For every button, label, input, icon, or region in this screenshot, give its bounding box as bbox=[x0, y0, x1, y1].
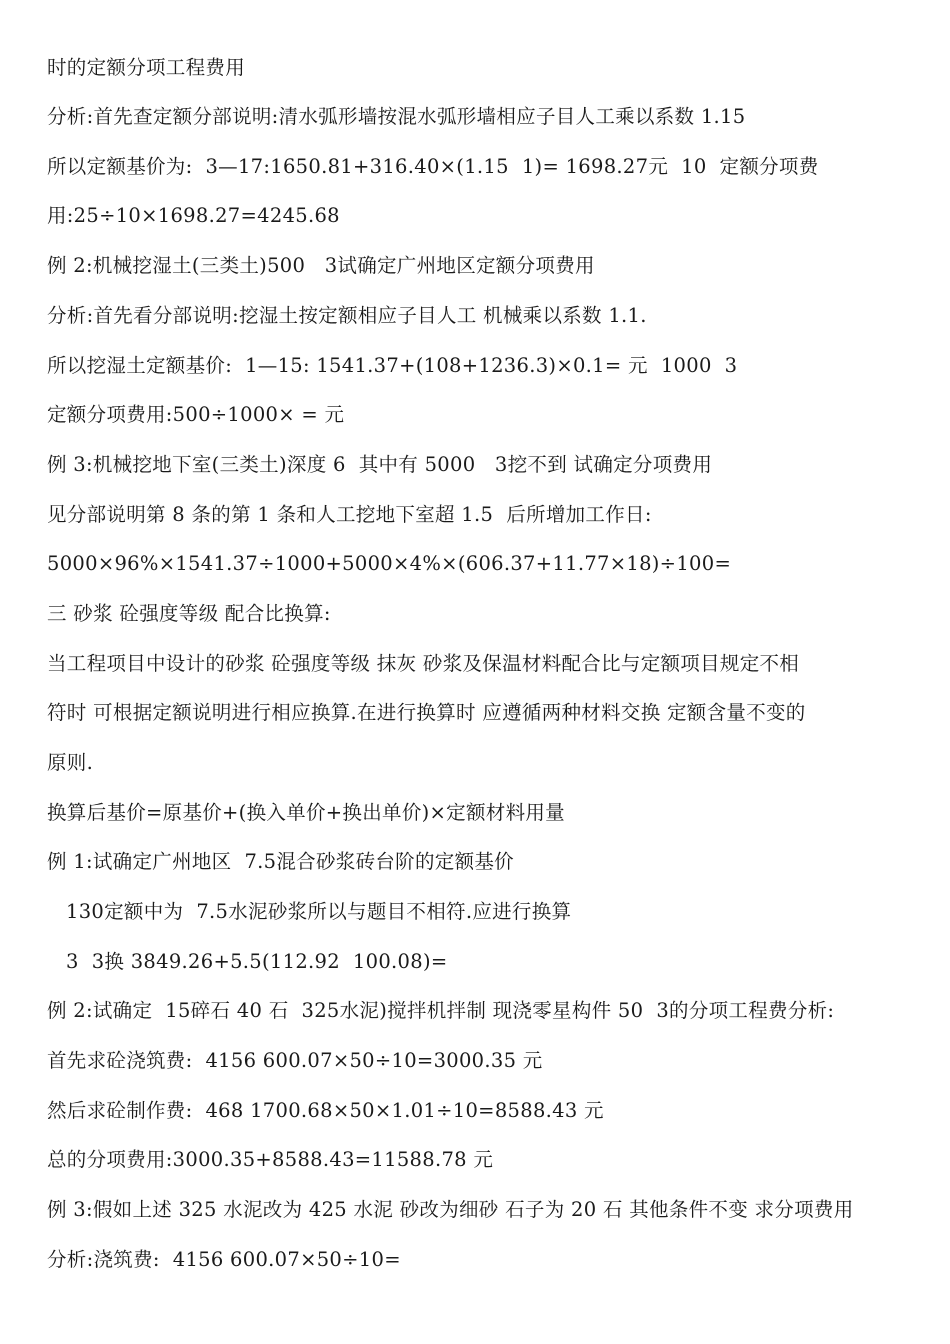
text-line: 见分部说明第 8 条的第 1 条和人工挖地下室超 1.5 后所增加工作日: bbox=[47, 503, 652, 526]
text-line: 总的分项费用:3000.35+8588.43=11588.78 元 bbox=[47, 1148, 494, 1171]
text-line: 分析:首先查定额分部说明:清水弧形墙按混水弧形墙相应子目人工乘以系数 1.15 bbox=[47, 105, 746, 128]
section-heading: 三 砂浆 砼强度等级 配合比换算: bbox=[47, 602, 331, 625]
text-line: 当工程项目中设计的砂浆 砼强度等级 抹灰 砂浆及保温材料配合比与定额项目规定不相 bbox=[47, 652, 800, 675]
text-line: 首先求砼浇筑费: 4156 600.07×50÷10=3000.35 元 bbox=[47, 1049, 543, 1072]
text-line: 5000×96%×1541.37÷1000+5000×4%×(606.37+11.77×18)÷100= bbox=[47, 552, 732, 575]
text-line: 3 3换 3849.26+5.5(112.92 100.08)= bbox=[66, 950, 448, 973]
text-line: 例 3:假如上述 325 水泥改为 425 水泥 砂改为细砂 石子为 20 石 其他条件不变 求分项费用 bbox=[47, 1198, 854, 1221]
text-line: 定额分项费用:500÷1000× = 元 bbox=[47, 403, 345, 426]
formula-line: 换算后基价=原基价+(换入单价+换出单价)×定额材料用量 bbox=[47, 801, 565, 824]
text-line: 例 2:试确定 15碎石 40 石 325水泥)搅拌机拌制 现浇零星构件 50 3的分项工程费分析: bbox=[47, 999, 835, 1022]
text-line: 例 2:机械挖湿土(三类土)500 3试确定广州地区定额分项费用 bbox=[47, 254, 595, 277]
text-line: 然后求砼制作费: 468 1700.68×50×1.01÷10=8588.43 元 bbox=[47, 1099, 604, 1122]
text-line: 原则. bbox=[47, 751, 94, 774]
text-line: 130定额中为 7.5水泥砂浆所以与题目不相符.应进行换算 bbox=[66, 900, 572, 923]
text-line: 所以挖湿土定额基价: 1—15: 1541.37+(108+1236.3)×0.1= 元 1000 3 bbox=[47, 354, 738, 377]
text-line: 所以定额基价为: 3—17:1650.81+316.40×(1.15 1)= 1698.27元 10 定额分项费 bbox=[47, 155, 819, 178]
text-line: 例 3:机械挖地下室(三类土)深度 6 其中有 5000 3挖不到 试确定分项费用 bbox=[47, 453, 713, 476]
text-line: 符时 可根据定额说明进行相应换算.在进行换算时 应遵循两种材料交换 定额含量不变的 bbox=[47, 701, 806, 724]
text-line: 分析:首先看分部说明:挖湿土按定额相应子目人工 机械乘以系数 1.1. bbox=[47, 304, 647, 327]
text-line: 例 1:试确定广州地区 7.5混合砂浆砖台阶的定额基价 bbox=[47, 850, 514, 873]
text-line: 时的定额分项工程费用 bbox=[47, 56, 246, 79]
text-line: 分析:浇筑费: 4156 600.07×50÷10= bbox=[47, 1248, 401, 1271]
text-line: 用:25÷10×1698.27=4245.68 bbox=[47, 204, 340, 227]
